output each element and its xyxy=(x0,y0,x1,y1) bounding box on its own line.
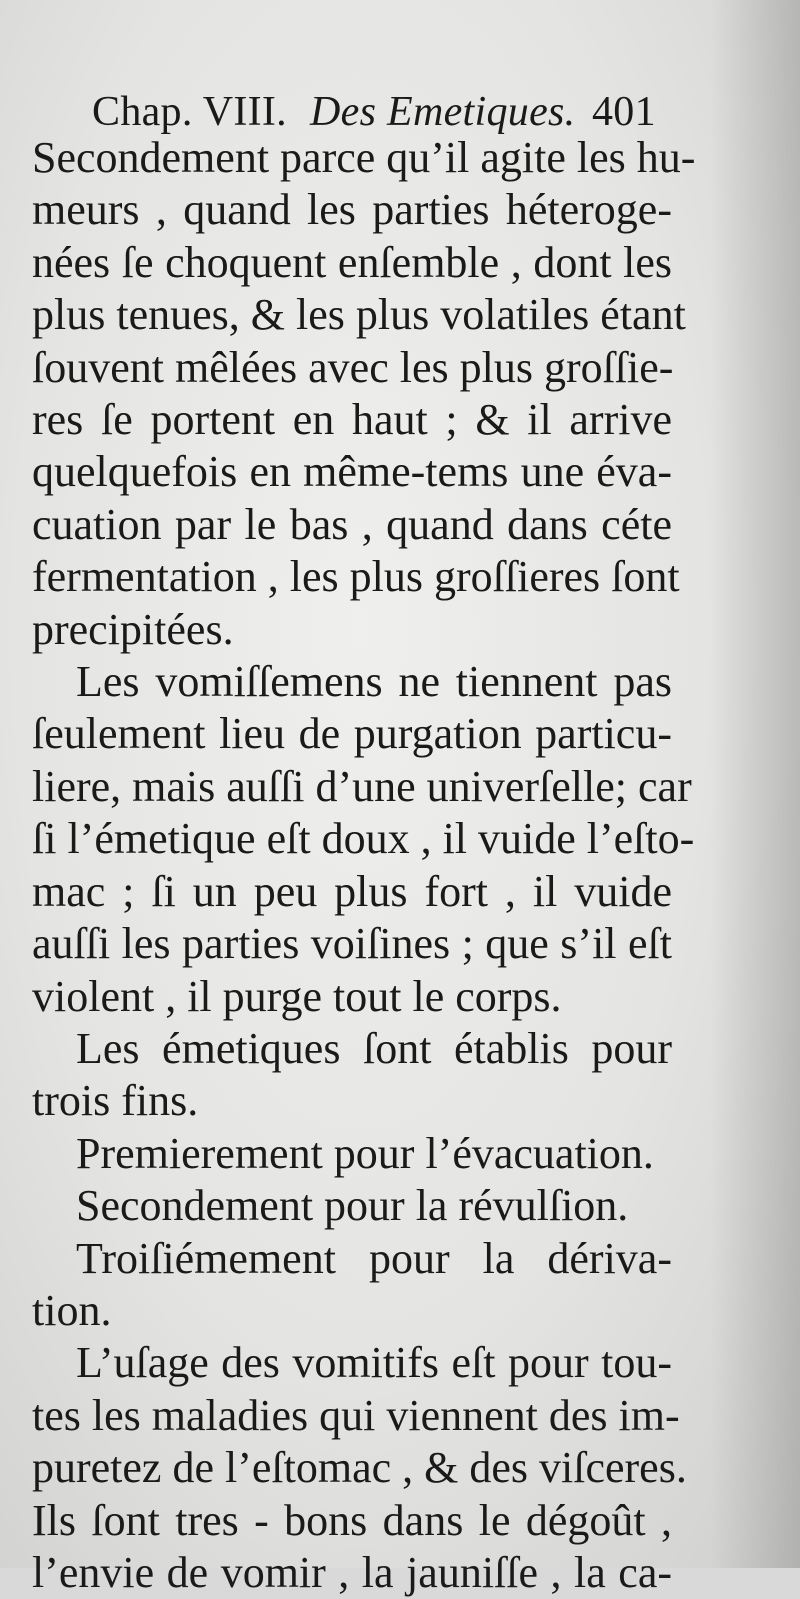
text-line: l’envie de vomir , la jauniſſe , la ca- xyxy=(32,1547,672,1597)
text-line: Secondement parce qu’il agite les hu- xyxy=(32,133,696,182)
text-line: puretez de l’eſtomac , & des viſceres. xyxy=(32,1443,687,1493)
text-line: Premierement pour l’évacuation. xyxy=(76,1128,654,1178)
text-line: Ils ſont tres - bons dans le dégoût , xyxy=(32,1495,672,1545)
text-line: trois fins. xyxy=(32,1076,199,1126)
text-line: precipitées. xyxy=(32,604,234,654)
text-line: cuation par le bas , quand dans céte xyxy=(32,499,672,549)
text-line: Troiſiémement pour la dériva- xyxy=(76,1233,672,1283)
text-line: nées ſe choquent enſemble , dont les xyxy=(32,237,672,287)
text-line: res ſe portent en haut ; & il arrive xyxy=(32,395,672,445)
text-line: Les vomiſſemens ne tiennent pas xyxy=(76,657,672,707)
text-line: fermentation , les plus groſſieres ſont xyxy=(32,552,680,602)
text-line: auſſi les parties voiſines ; que s’il eſt xyxy=(32,919,672,969)
text-line: mac ; ſi un peu plus fort , il vuide xyxy=(32,866,672,916)
text-line: tion. xyxy=(32,1285,112,1335)
chapter-title: Des Emetiques. xyxy=(310,89,576,135)
text-line: liere, mais auſſi d’une univerſelle; car xyxy=(32,761,692,811)
page-number: 401 xyxy=(592,89,656,135)
chapter-label: Chap. VIII. xyxy=(92,89,287,135)
text-line: L’uſage des vomitifs eſt pour tou- xyxy=(76,1338,672,1388)
text-line: tes les maladies qui viennent des im- xyxy=(32,1390,680,1440)
page-edge-shadow xyxy=(710,0,800,1568)
text-line: quelquefois en même-tems une éva- xyxy=(32,447,672,497)
text-line: ſeulement lieu de purgation particu- xyxy=(32,709,672,759)
text-line: Secondement pour la révulſion. xyxy=(76,1181,629,1231)
text-line: ſouvent mêlées avec les plus groſſie- xyxy=(32,342,674,392)
text-line: meurs , quand les parties héteroge- xyxy=(32,185,672,235)
text-line: Les émetiques ſont établis pour xyxy=(76,1023,672,1073)
body-text xyxy=(32,132,696,1599)
text-line: ſi l’émetique eſt doux , il vuide l’eſto- xyxy=(32,814,695,864)
text-line: plus tenues, & les plus volatiles étant xyxy=(32,290,686,340)
text-line: violent , il purge tout le corps. xyxy=(32,971,562,1021)
